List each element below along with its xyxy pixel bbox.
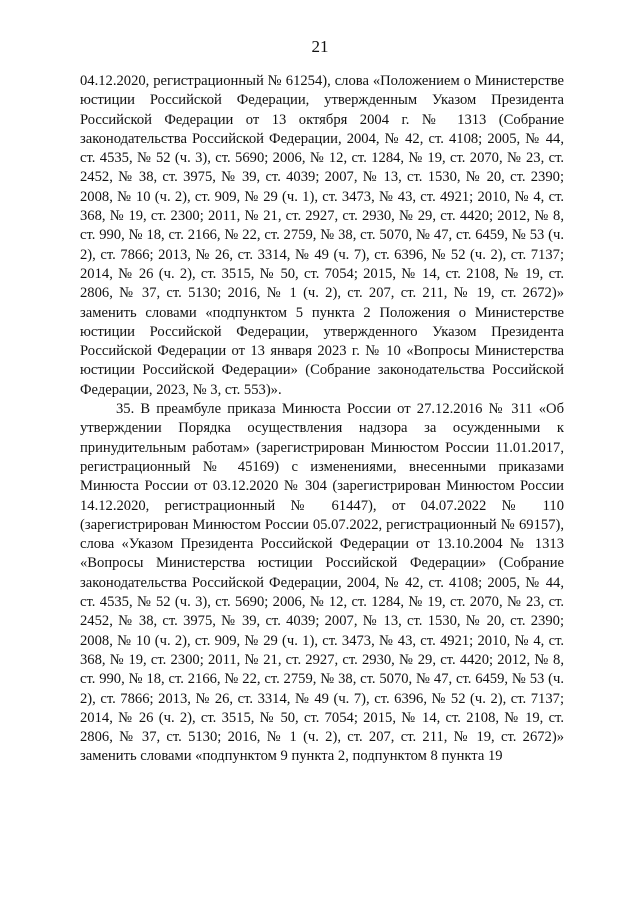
paragraph-item-35: 35. В преамбуле приказа Минюста России от 27.12.2016 № 311 «Об утверждении Порядка осуществления надзора за осужденными к принудительным работам» (зарегистрирован Минюстом России 11.01.2017, регистрационный № 45169) с изменениями, внесенными приказами Минюста России от 03.12.2020 № 304 (зарегистрирован Минюстом России 14.12.2020, регистрационный № 61447), от 04.07.2022 № 110 (зарегистрирован Минюстом России 05.07.2022, регистрационный № 69157), слова «Указом Президента Российской Федерации от 13.10.2004 № 1313 «Вопросы Министерства юстиции Российской Федерации» (Собрание законодательства Российской Федерации, 2004, № 42, ст. 4108; 2005, № 44, ст. 4535, № 52 (ч. 3), ст. 5690; 2006, № 12, ст. 1284, № 19, ст. 2070, № 23, ст. 2452, № 38, ст. 3975, № 39, ст. 4039; 2007, № 13, ст. 1530, № 20, ст. 2390; 2008, № 10 (ч. 2), ст. 909, № 29 (ч. 1), ст. 3473, № 43, ст. 4921; 2010, № 4, ст. 368, № 19, ст. 2300; 2011, № 21, ст. 2927, ст. 2930, № 29, ст. 4420; 2012, № 8, ст. 990, № 18, ст. 2166, № 22, ст. 2759, № 38, ст. 5070, № 47, ст. 6459, № 53 (ч. 2), ст. 7866; 2013, № 26, ст. 3314, № 49 (ч. 7), ст. 6396, № 52 (ч. 2), ст. 7137; 2014, № 26 (ч. 2), ст. 3515, № 50, ст. 7054; 2015, № 14, ст. 2108, № 19, ст. 2806, № 37, ст. 5130; 2016, № 1 (ч. 2), ст. 207, ст. 211, № 19, ст. 2672)» заменить словами «подпунктом 9 пункта 2, подпунктом 8 пункта 19 (80, 401, 564, 765)
document-body (80, 72, 564, 767)
paragraph-continuation: 04.12.2020, регистрационный № 61254), слова «Положением о Министерстве юстиции Российской Федерации, утвержденным Указом Президента Российской Федерации от 13 октября 2004 г. № 1313 (Собрание законодательства Российской Федерации, 2004, № 42, ст. 4108; 2005, № 44, ст. 4535, № 52 (ч. 3), ст. 5690; 2006, № 12, ст. 1284, № 19, ст. 2070, № 23, ст. 2452, № 38, ст. 3975, № 39, ст. 4039; 2007, № 13, ст. 1530, № 20, ст. 2390; 2008, № 10 (ч. 2), ст. 909, № 29 (ч. 1), ст. 3473, № 43, ст. 4921; 2010, № 4, ст. 368, № 19, ст. 2300; 2011, № 21, ст. 2927, ст. 2930, № 29, ст. 4420; 2012, № 8, ст. 990, № 18, ст. 2166, № 22, ст. 2759, № 38, ст. 5070, № 47, ст. 6459, № 53 (ч. 2), ст. 7866; 2013, № 26, ст. 3314, № 49 (ч. 7), ст. 6396, № 52 (ч. 2), ст. 7137; 2014, № 26 (ч. 2), ст. 3515, № 50, ст. 7054; 2015, № 14, ст. 2108, № 19, ст. 2806, № 37, ст. 5130; 2016, № 1 (ч. 2), ст. 207, ст. 211, № 19, ст. 2672)» заменить словами «подпунктом 5 пункта 2 Положения о Министерстве юстиции Российской Федерации, утвержденного Указом Президента Российской Федерации от 13 января 2023 г. № 10 «Вопросы Министерства юстиции Российской Федерации» (Собрание законодательства Российской Федерации, 2023, № 3, ст. 553)». (80, 73, 564, 398)
page-number: 21 (311, 37, 329, 56)
